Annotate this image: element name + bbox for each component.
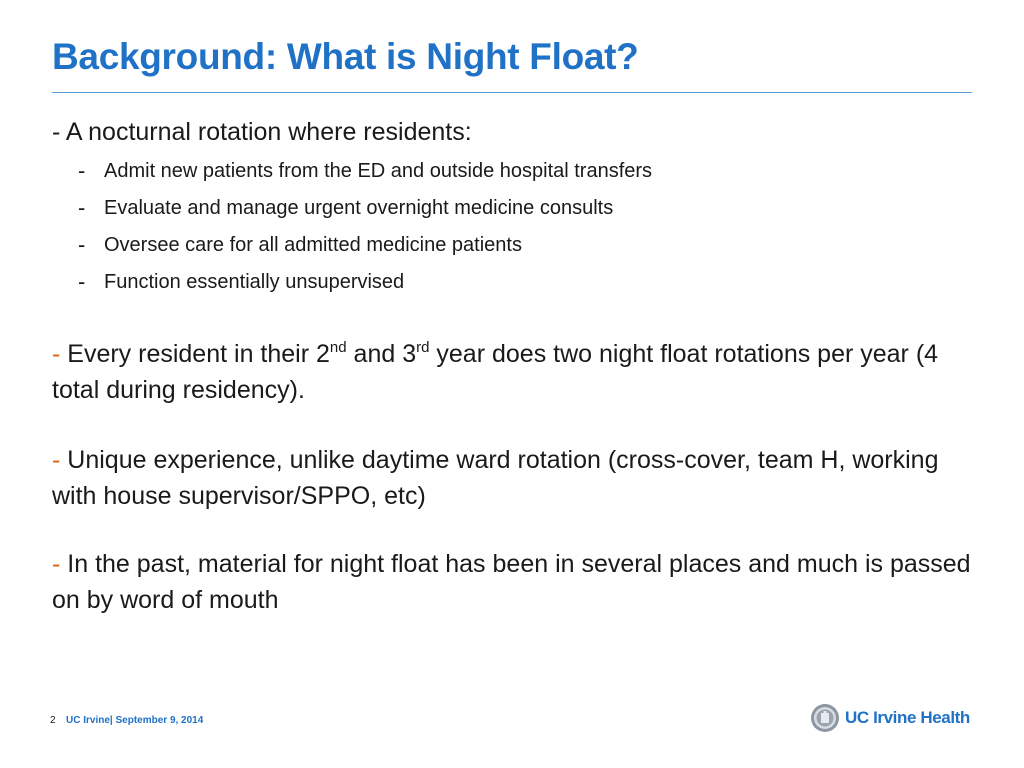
title-divider xyxy=(52,92,972,93)
sub-bullet-item xyxy=(78,160,652,197)
orange-dash-marker: - xyxy=(52,446,61,474)
paragraph-text: and 3 xyxy=(346,340,417,368)
dash-marker: - xyxy=(78,269,86,294)
sub-bullet-text: Function essentially unsupervised xyxy=(104,271,405,293)
orange-dash-marker: - xyxy=(52,340,61,368)
sub-bullet-list xyxy=(78,160,652,308)
orange-dash-marker: - xyxy=(52,550,61,578)
superscript-nd: nd xyxy=(329,339,347,356)
sub-bullet-item xyxy=(78,197,652,234)
sub-bullet-text: Oversee care for all admitted medicine patients xyxy=(104,234,522,256)
paragraph-text: In the past, material for night float has been in several places and much is passed on by word of mouth xyxy=(52,550,971,614)
sub-bullet-item xyxy=(78,271,652,308)
uc-irvine-health-logo xyxy=(810,703,970,733)
footer-date-text: UC Irvine| September 9, 2014 xyxy=(66,715,204,726)
dash-marker: - xyxy=(78,195,86,220)
bullet-paragraph-experience xyxy=(52,442,982,514)
paragraph-text: year does two night float rotations per year (4 total during residency). xyxy=(52,340,939,404)
superscript-rd: rd xyxy=(416,339,430,356)
bullet-paragraph-residents xyxy=(52,336,982,408)
dash-marker: - xyxy=(78,158,86,183)
sub-bullet-text: Admit new patients from the ED and outside hospital transfers xyxy=(104,160,653,182)
logo-text: UC Irvine Health xyxy=(845,708,970,727)
intro-bullet: - A nocturnal rotation where residents: xyxy=(52,118,472,146)
sub-bullet-text: Evaluate and manage urgent overnight medicine consults xyxy=(104,197,614,219)
slide-title: Background: What is Night Float? xyxy=(52,36,639,77)
uc-seal-icon xyxy=(810,703,840,733)
sub-bullet-item xyxy=(78,234,652,271)
bullet-paragraph-material xyxy=(52,546,982,618)
paragraph-text: Every resident in their 2 xyxy=(60,340,330,368)
dash-marker: - xyxy=(78,232,86,257)
page-number: 2 xyxy=(50,715,56,726)
paragraph-text: Unique experience, unlike daytime ward rotation (cross-cover, team H, working with house supervisor/SPPO, etc) xyxy=(52,446,939,510)
